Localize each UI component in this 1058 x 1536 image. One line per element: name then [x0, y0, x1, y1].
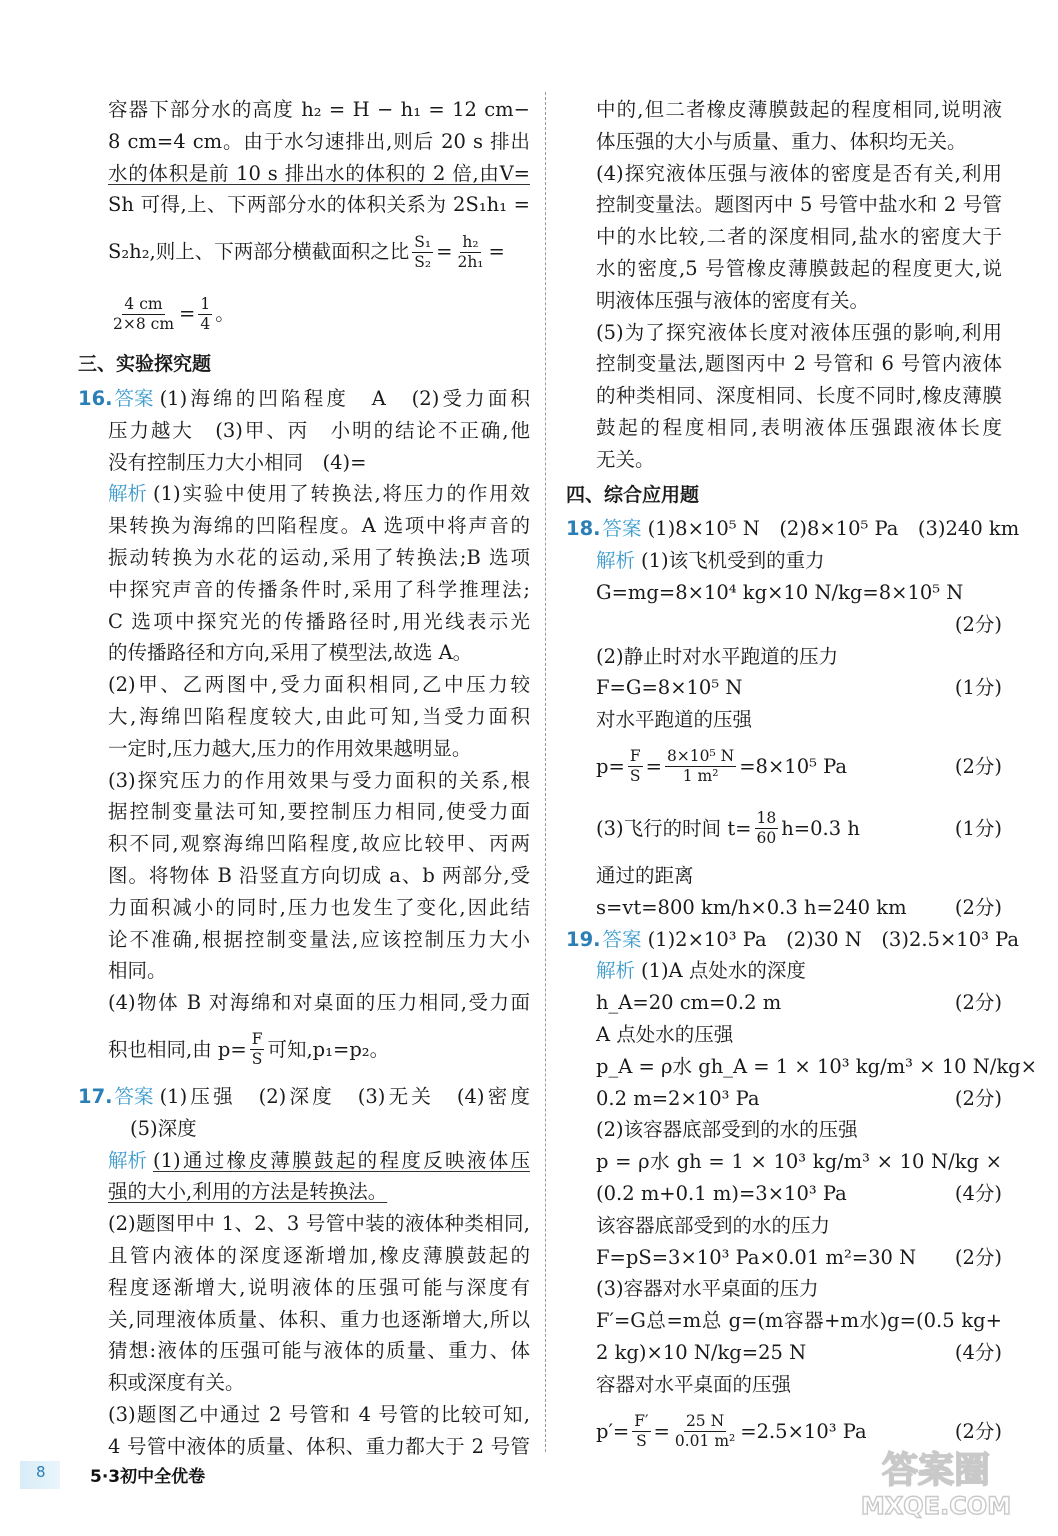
book-title: 5·3初中全优卷 [90, 1467, 206, 1487]
text-line: (3)题图乙中通过 2 号管和 4 号管的比较可知, [108, 1402, 530, 1426]
score: (2分) [954, 1086, 1002, 1110]
analysis-tag: 解析 [596, 959, 636, 983]
text-line: 果转换为海绵的凹陷程度。A 选项中将声音的 [108, 514, 530, 538]
score: (1分) [954, 676, 1002, 700]
text-line: 鼓起的程度相同,表明液体压强跟液体长度 [596, 415, 1002, 439]
question-number: 18. [566, 517, 601, 541]
fraction: $\frac{\text{8×10⁵ N}}{\text{1 m²}}$ [666, 747, 735, 786]
fraction: $\frac{\text{S₁}}{\text{S₂}}$ [414, 232, 432, 271]
text-line: 强的大小,利用的方法是转换法。 [108, 1180, 388, 1204]
answer-line: 18. 答案 (1)8×10⁵ N (2)8×10⁵ Pa (3)240 km [566, 513, 1002, 545]
text-line: 关,同理液体质量、体积、重力也逐渐增大,所以 [108, 1307, 530, 1331]
formula-line: 积也相同,由 p= $\frac{F}{S}$ 可知,p₁=p₂。 [108, 1030, 390, 1069]
text-line: Sh 可得,上、下两部分水的体积关系为 2S₁h₁ = [108, 193, 530, 217]
question-number: 16. [78, 386, 113, 410]
formula-line: $\frac{4 cm}{2\times 8 cm}$ = $\frac{1}{4}$ 。 [113, 294, 235, 333]
text-line: 程度逐渐增大,说明液体的压强可能与深度有 [108, 1275, 530, 1299]
formula-line: F=pS=3×10³ Pa×0.01 m²=30 N (2分) [566, 1242, 1002, 1274]
text-line: 力面积减小的同时,压力也发生了变化,因此结 [108, 895, 530, 919]
watermark-bottom: MXQE.COM [860, 1492, 1012, 1520]
fraction: $\frac{18}{60}$ [756, 809, 777, 848]
section-heading: 四、综合应用题 [566, 483, 700, 506]
score: (2分) [954, 612, 1002, 636]
text-line: (3)探究压力的作用效果与受力面积的关系,根 [108, 768, 530, 792]
fraction: $\frac{F}{S}$ [251, 1030, 263, 1069]
fraction: $\frac{\text{h₂}}{\text{2h₁}}$ [457, 232, 484, 271]
text-line: (4)探究液体压强与液体的密度是否有关,利用 [596, 161, 1002, 185]
answer-tag: 答案 [114, 386, 154, 410]
formula-line: h_A=20 cm=0.2 m (2分) [566, 987, 1002, 1019]
text-line: 图。将物体 B 沿竖直方向切成 a、b 两部分,受 [108, 863, 530, 887]
text-line: 振动转换为水花的运动,采用了转换法;B 选项 [108, 545, 530, 569]
score: (4分) [954, 1340, 1002, 1364]
text-line: 解析 (1)A 点处水的深度 [566, 955, 1002, 987]
text-line: 中的水比较,二者的深度相同,盐水的密度大于 [596, 225, 1002, 249]
text-line: 该容器底部受到的水的压力 [596, 1213, 831, 1237]
left-column [78, 94, 530, 1462]
score: (2分) [954, 1245, 1002, 1269]
text-line: 对水平跑道的压强 [596, 708, 753, 732]
formula-line: 0.2 m=2×10³ Pa (2分) [566, 1083, 1002, 1115]
watermark-top: 答案圈 [881, 1450, 991, 1491]
formula-line: S₂h₂,则上、下两部分横截面积之比 $\frac{\text{S₁}}{\text{S₂}}$ = $\frac{\text{h₂}}{\text{2h₁}}$ = [108, 232, 505, 271]
text-line: (2)静止时对水平跑道的压力 [596, 644, 839, 668]
text-line: 水的体积是前 10 s 排出水的体积的 2 倍,由V= [108, 161, 530, 185]
text-line: 明液体压强与液体的密度有关。 [596, 288, 870, 312]
text-line: 没有控制压力大小相同 (4)= [108, 450, 367, 474]
text-line: 控制变量法,题图丙中 2 号管和 6 号管内液体 [596, 352, 1002, 376]
text-line: 中探究声音的传播条件时,采用了科学推理法; [108, 577, 530, 601]
answer-line: 16. 答案 (1)海绵的凹陷程度 A (2)受力面积 [78, 383, 530, 415]
score: (2分) [954, 755, 1002, 779]
score: (4分) [954, 1181, 1002, 1205]
text-line: (4)物体 B 对海绵和对桌面的压力相同,受力面 [108, 991, 530, 1015]
fraction: $\frac{25 N}{\text{0.01 m²}}$ [674, 1411, 736, 1450]
text-line: 解析 (1)实验中使用了转换法,将压力的作用效 [78, 478, 530, 510]
text-line: 压力越大 (3)甲、丙 小明的结论不正确,他 [108, 418, 530, 442]
answer-tag: 答案 [602, 927, 642, 951]
score: (1分) [954, 817, 1002, 841]
analysis-tag: 解析 [108, 482, 148, 506]
text-line: 相同。 [108, 959, 167, 983]
formula-line: p= $\frac{F}{S}$ = $\frac{\text{8×10⁵ N}}{\text{1 m²}}$ =8×10⁵ Pa (2分) [596, 747, 1002, 786]
analysis-tag: 解析 [596, 549, 636, 573]
text-line: 解析 (1)该飞机受到的重力 [566, 545, 1002, 577]
score: (2分) [954, 1419, 1002, 1443]
text-line: 中的,但二者橡皮薄膜鼓起的程度相同,说明液 [596, 98, 1002, 121]
fraction: $\frac{4 cm}{2\times 8 cm}$ [113, 294, 175, 333]
question-number: 19. [566, 927, 601, 951]
text-line: 解析 (1)通过橡皮薄膜鼓起的程度反映液体压 [78, 1145, 530, 1177]
fraction: $\frac{F}{S}$ [629, 747, 641, 786]
page-footer [0, 1458, 360, 1492]
formula-line: F=G=8×10⁵ N (1分) [566, 672, 1002, 704]
column-divider [545, 92, 546, 1452]
text-line: 猜想:液体的压强可能与液体的质量、重力、体 [108, 1339, 530, 1363]
formula-line: (0.2 m+0.1 m)=3×10³ Pa (4分) [566, 1178, 1002, 1210]
text-line: 容器下部分水的高度 h₂ = H − h₁ = 12 cm− [108, 98, 530, 121]
question-number: 17. [78, 1084, 113, 1108]
score: (2分) [954, 991, 1002, 1015]
formula-line: s=vt=800 km/h×0.3 h=240 km (2分) [566, 892, 1002, 924]
score-line [566, 609, 1002, 641]
text-line: (2)该容器底部受到的水的压强 [596, 1118, 858, 1142]
text-line: 无关。 [596, 447, 655, 471]
formula-line: F′=G总=m总 g=(m容器+m水)g=(0.5 kg+ [596, 1309, 1002, 1333]
formula-line: p_A = ρ水 gh_A = 1 × 10³ kg/m³ × 10 N/kg× [596, 1054, 1037, 1078]
formula-line: p′= $\frac{F'}{S}$ = $\frac{25 N}{\text{0.01 m²}}$ =2.5×10³ Pa (2分) [596, 1411, 1002, 1450]
text-line: (2)甲、乙两图中,受力面积相同,乙中压力较 [108, 673, 530, 697]
formula-line: (3)飞行的时间 t= $\frac{18}{60}$ h=0.3 h (1分) [596, 809, 1002, 848]
score: (2分) [954, 895, 1002, 919]
text-line: 4 号管中液体的质量、体积、重力都大于 2 号管 [108, 1434, 530, 1458]
right-column [566, 94, 1037, 1462]
text-line: 据控制变量法可知,要控制压力相同,使受力面 [108, 800, 530, 824]
text-line: 8 cm=4 cm。由于水匀速排出,则后 20 s 排出 [108, 129, 530, 153]
text-line: 一定时,压力越大,压力的作用效果越明显。 [108, 736, 472, 760]
text-line: C 选项中探究光的传播路径时,用光线表示光 [108, 609, 530, 633]
text-line: 水的密度,5 号管橡皮薄膜鼓起的程度更大,说 [596, 256, 1002, 280]
answer-line: 17. 答案 (1)压强 (2)深度 (3)无关 (4)密度 [78, 1081, 530, 1113]
formula-line: 2 kg)×10 N/kg=25 N (4分) [566, 1337, 1002, 1369]
text-line: 容器对水平桌面的压强 [596, 1372, 792, 1396]
text-line: 控制变量法。题图丙中 5 号管中盐水和 2 号管 [596, 193, 1002, 217]
text-line: 积或深度有关。 [108, 1371, 245, 1395]
text-line: 的传播路径和方向,采用了模型法,故选 A。 [108, 641, 473, 665]
section-heading: 三、实验探究题 [78, 353, 212, 376]
answer-tag: 答案 [602, 517, 642, 541]
text-line: (3)容器对水平桌面的压力 [596, 1277, 819, 1301]
text-line: 通过的距离 [596, 863, 694, 887]
text-line: 积不同,观察海绵凹陷程度,故应比较甲、丙两 [108, 832, 530, 856]
fraction: $\frac{1}{4}$ [200, 294, 211, 333]
text-line: A 点处水的压强 [596, 1022, 734, 1046]
text-line: (2)题图甲中 1、2、3 号管中装的液体种类相同, [108, 1212, 530, 1236]
answer-tag: 答案 [114, 1084, 154, 1108]
analysis-tag: 解析 [108, 1148, 148, 1172]
text-line: 且管内液体的深度逐渐增加,橡皮薄膜鼓起的 [108, 1243, 530, 1267]
text-line: 体压强的大小与质量、重力、体积均无关。 [596, 129, 967, 153]
text-line: 大,海绵凹陷程度较大,由此可知,当受力面积 [108, 704, 530, 728]
text-line: 论不准确,根据控制变量法,应该控制压力大小 [108, 927, 530, 951]
page-number: 8 [36, 1463, 46, 1481]
watermark-logo [836, 1440, 1036, 1520]
answer-line: 19. 答案 (1)2×10³ Pa (2)30 N (3)2.5×10³ Pa [566, 924, 1002, 956]
text-line: (5)深度 [130, 1116, 197, 1140]
formula-line: p = ρ水 gh = 1 × 10³ kg/m³ × 10 N/kg × [596, 1150, 1002, 1174]
text-line: (5)为了探究液体长度对液体压强的影响,利用 [596, 320, 1002, 344]
formula-line: G=mg=8×10⁴ kg×10 N/kg=8×10⁵ N [596, 580, 964, 604]
text-line: 的种类相同、深度相同、长度不同时,橡皮薄膜 [596, 384, 1002, 408]
fraction: $\frac{F'}{S}$ [634, 1411, 649, 1450]
